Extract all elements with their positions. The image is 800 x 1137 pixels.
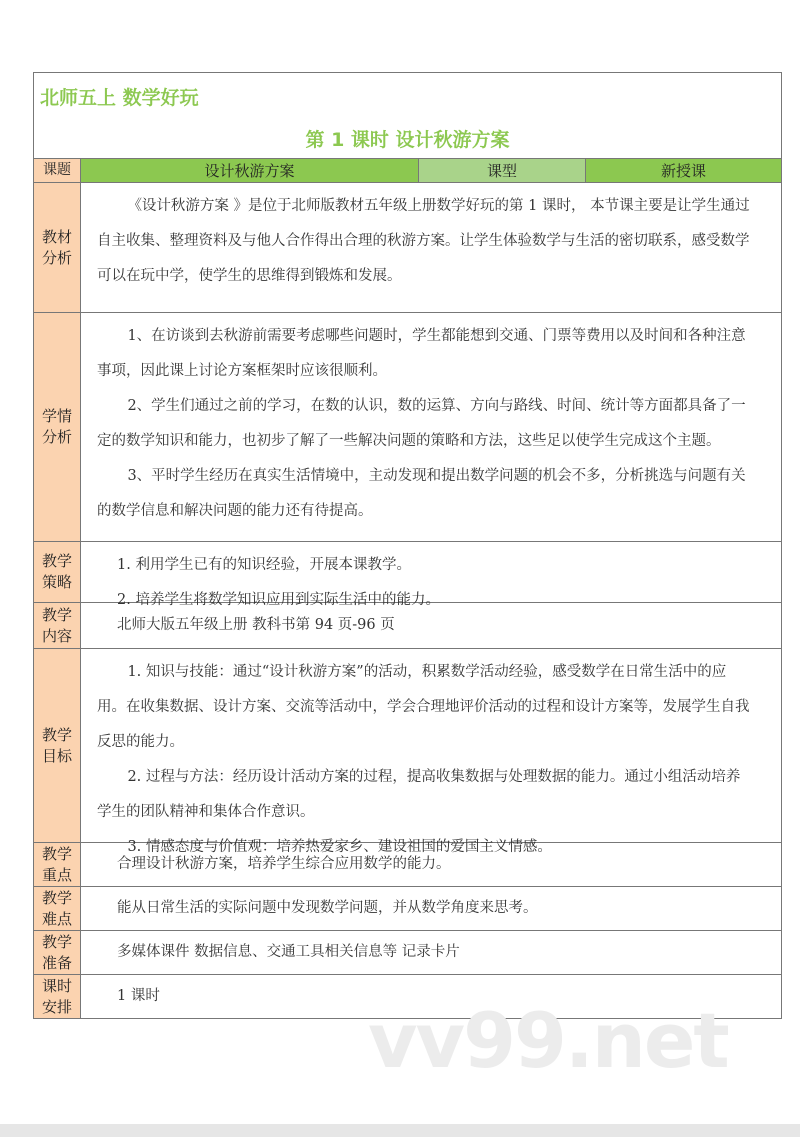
section-row [34, 313, 781, 542]
section-label [34, 542, 81, 602]
section-paragraph: 北师大版五年级上册 教科书第 94 页-96 页 [117, 617, 395, 633]
section-label-text: 教学目标 [41, 725, 72, 765]
section-label-text: 教学准备 [41, 932, 72, 972]
section-label [34, 183, 81, 312]
section-paragraph: 2. 培养学生将数学知识应用到实际生活中的能力。 [117, 592, 440, 608]
topic-value: 设计秋游方案 [81, 159, 419, 182]
section-paragraph: 3、平时学生经历在真实生活情境中，主动发现和提出数学问题的机会不多，分析挑选与问题有关的数学信息和解决问题的能力还有待提高。 [97, 468, 746, 519]
section-label-text: 课时安排 [41, 976, 72, 1016]
watermark: vv99.net [368, 996, 728, 1085]
section-row [34, 649, 781, 855]
section-body [81, 313, 781, 541]
section-paragraph: 1. 利用学生已有的知识经验，开展本课教学。 [117, 557, 411, 573]
section-body [81, 183, 781, 312]
section-paragraph: 1、在访谈到去秋游前需要考虑哪些问题时，学生都能想到交通、门票等费用以及时间和各种注意事项，因此课上讨论方案框架时应该很顺利。 [97, 328, 746, 379]
section-label [34, 931, 81, 974]
section-row [34, 542, 781, 608]
section-label [34, 313, 81, 541]
section-label-text: 教材分析 [41, 227, 72, 267]
section-row [34, 887, 781, 931]
section-row [34, 843, 781, 887]
section-body [81, 843, 781, 886]
section-paragraph: 2. 过程与方法：经历设计活动方案的过程，提高收集数据与处理数据的能力。通过小组活动培养学生的团队精神和集体合作意识。 [97, 769, 741, 820]
section-body [81, 887, 781, 930]
bottom-strip [0, 1124, 800, 1137]
lesson-plan-table [33, 72, 782, 1019]
series-title: 北师五上 数学好玩 [40, 87, 199, 109]
section-paragraph: 《设计秋游方案 》是位于北师版教材五年级上册数学好玩的第 1 课时， 本节课主要是让学生通过自主收集、整理资料及与他人合作得出合理的秋游方案。让学生体验数学与生活的密切联系，感受数学可以在玩中学，使学生的思维得到锻炼和发展。 [97, 198, 750, 284]
section-body [81, 542, 781, 608]
section-label [34, 603, 81, 648]
type-value: 新授课 [586, 159, 781, 182]
section-row [34, 603, 781, 649]
lesson-title: 第 1 课时 设计秋游方案 [305, 129, 510, 151]
section-body [81, 603, 781, 648]
section-label-text: 学情分析 [41, 407, 72, 446]
section-label [34, 649, 81, 842]
section-paragraph: 1 课时 [117, 988, 160, 1004]
section-label-text: 教学难点 [41, 888, 72, 928]
section-label-text: 教学重点 [41, 844, 72, 884]
section-row [34, 931, 781, 975]
section-paragraph: 多媒体课件 数据信息、交通工具相关信息等 记录卡片 [117, 944, 460, 960]
type-label: 课型 [419, 159, 586, 182]
section-paragraph: 能从日常生活的实际问题中发现数学问题，并从数学角度来思考。 [117, 900, 538, 916]
topic-label: 课题 [34, 159, 81, 182]
section-paragraph: 2、学生们通过之前的学习，在数的认识，数的运算、方向与路线、时间、统计等方面都具备了一定的数学知识和能力，也初步了解了一些解决问题的策略和方法，这些足以使学生完成这个主题。 [97, 398, 746, 449]
section-label [34, 887, 81, 930]
section-body [81, 931, 781, 974]
title-area [34, 73, 781, 159]
section-label [34, 975, 81, 1018]
section-paragraph: 3. 情感态度与价值观：培养热爱家乡、建设祖国的爱国主义情感。 [127, 839, 552, 855]
section-body [81, 649, 781, 855]
section-paragraph: 1. 知识与技能：通过“设计秋游方案”的活动，积累数学活动经验，感受数学在日常生活中的应用。在收集数据、设计方案、交流等活动中，学会合理地评价活动的过程和设计方案等，发展学生自我反思的能力。 [97, 664, 750, 750]
section-paragraph: 合理设计秋游方案，培养学生综合应用数学的能力。 [117, 856, 451, 872]
section-row [34, 183, 781, 313]
section-label-text: 教学内容 [41, 605, 72, 645]
section-label-text: 教学策略 [41, 552, 72, 591]
section-label [34, 843, 81, 886]
topic-row [34, 159, 781, 183]
